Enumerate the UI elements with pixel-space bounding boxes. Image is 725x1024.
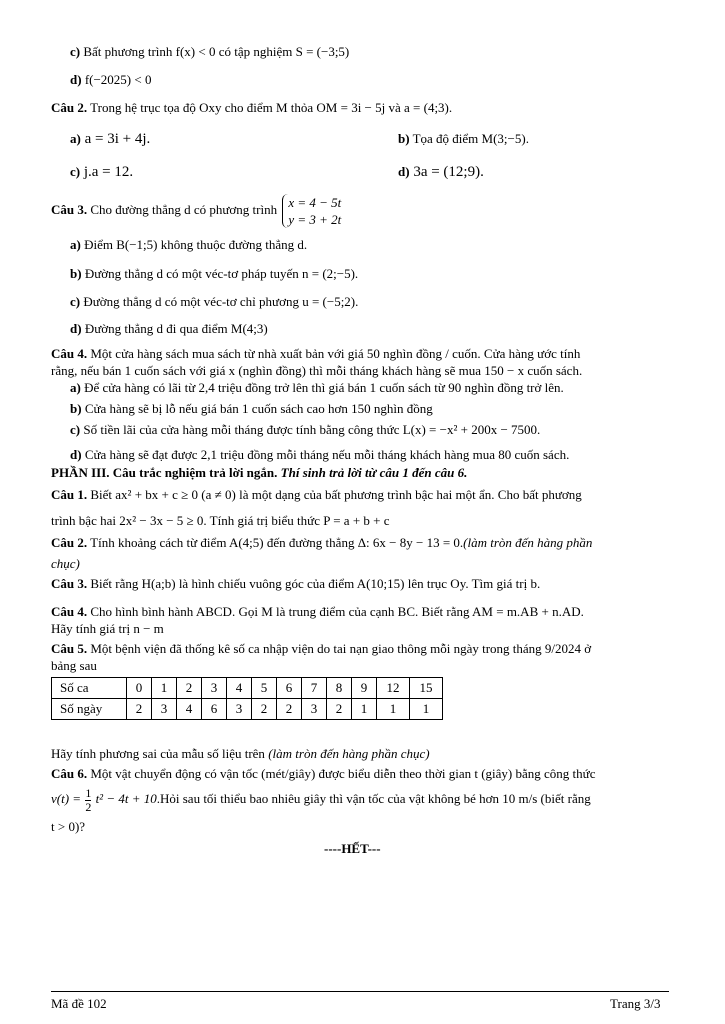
short-question-2-cont: chục) <box>51 556 80 571</box>
footer-divider <box>51 991 669 992</box>
frequency-table <box>51 677 443 720</box>
table-cell: Số ca <box>52 678 127 699</box>
short-question-5-ask: Hãy tính phương sai của mẫu số liệu trên (làm tròn đến hàng phần chục) <box>51 746 430 761</box>
table-cell: 1 <box>152 678 177 699</box>
part-3-heading: PHẦN III. Câu trắc nghiệm trả lời ngắn. Thí sinh trả lời từ câu 1 đến câu 6. <box>51 465 468 480</box>
q4-option-a: a) Để cửa hàng có lãi từ 2,4 triệu đồng trở lên thì giá bán 1 cuốn sách từ 90 nghìn đồng trở lên. <box>70 380 564 395</box>
short-question-6-formula: v(t) = $\frac{1}{2}$ t² − 4t + 10.Hỏi sau tối thiểu bao nhiêu giây thì vận tốc của vật không bé hơn 10 m/s (biết rằng <box>51 785 591 814</box>
page-number: Trang 3/3 <box>610 996 661 1011</box>
short-question-4-cont: Hãy tính giá trị n − m <box>51 621 164 636</box>
table-cell: 6 <box>277 678 302 699</box>
question-3: Câu 3. Cho đường thẳng d có phương trình x = 4 − 5t y = 3 + 2t <box>51 195 342 227</box>
short-question-4: Câu 4. Cho hình bình hành ABCD. Gọi M là trung điểm của cạnh BC. Biết rằng AM = m.AB + n.AD. <box>51 604 584 619</box>
q3-option-c: c) Đường thẳng d có một véc-tơ chỉ phương u = (−5;2). <box>70 294 359 309</box>
table-row <box>52 678 443 699</box>
table-cell: 2 <box>252 699 277 720</box>
question-2: Câu 2. Trong hệ trục tọa độ Oxy cho điểm M thỏa OM = 3i − 5j và a = (4;3). <box>51 100 453 115</box>
q4-option-d: d) Cửa hàng sẽ đạt được 2,1 triệu đồng mỗi tháng nếu mỗi tháng khách hàng mua 80 cuốn sách. <box>70 447 570 462</box>
table-cell: 0 <box>127 678 152 699</box>
exam-code: Mã đề 102 <box>51 996 107 1011</box>
short-question-3: Câu 3. Biết rằng H(a;b) là hình chiếu vuông góc của điểm A(10;15) lên trục Oy. Tìm giá trị b. <box>51 576 541 591</box>
short-question-6: Câu 6. Một vật chuyển động có vận tốc (mét/giây) được biểu diễn theo thời gian t (giây) bằng công thức <box>51 766 596 781</box>
table-cell: 1 <box>410 699 443 720</box>
table-cell: 7 <box>302 678 327 699</box>
table-cell: 2 <box>177 678 202 699</box>
question-4-cont: rằng, nếu bán 1 cuốn sách với giá x (nghìn đồng) thì mỗi tháng khách hàng sẽ mua 150 − x cuốn sách. <box>51 363 583 378</box>
q4-option-c: c) Số tiền lãi của cửa hàng mỗi tháng được tính bằng công thức L(x) = −x² + 200x − 7500. <box>70 422 541 437</box>
table-cell: 12 <box>377 678 410 699</box>
option-c: c) Bất phương trình f(x) < 0 có tập nghiệm S = (−3;5) <box>70 44 350 59</box>
equation-system: x = 4 − 5t y = 3 + 2t <box>282 194 341 228</box>
table-cell: 4 <box>227 678 252 699</box>
table-cell: 8 <box>327 678 352 699</box>
short-question-6-cont: t > 0)? <box>51 819 86 834</box>
table-cell: 3 <box>227 699 252 720</box>
table-cell: 2 <box>277 699 302 720</box>
short-question-1: Câu 1. Biết ax² + bx + c ≥ 0 (a ≠ 0) là một dạng của bất phương trình bậc hai một ẩn. Cho bất phương <box>51 487 582 502</box>
table-cell: 2 <box>327 699 352 720</box>
table-cell: 3 <box>202 678 227 699</box>
q2-option-b: b) Tọa độ điểm M(3;−5). <box>398 131 529 146</box>
table-cell: 15 <box>410 678 443 699</box>
q2-option-d: d) 3a = (12;9). <box>398 164 484 180</box>
q2-option-c: c) j.a = 12. <box>70 164 134 180</box>
table-cell: 9 <box>352 678 377 699</box>
q3-option-d: d) Đường thẳng d đi qua điểm M(4;3) <box>70 321 268 336</box>
table-cell: Số ngày <box>52 699 127 720</box>
table-row <box>52 699 443 720</box>
option-d: d) f(−2025) < 0 <box>70 72 152 87</box>
short-question-5: Câu 5. Một bệnh viện đã thống kê số ca nhập viện do tai nạn giao thông mỗi ngày trong tháng 9/2024 ở <box>51 641 592 656</box>
q4-option-b: b) Cửa hàng sẽ bị lỗ nếu giá bán 1 cuốn sách cao hơn 150 nghìn đồng <box>70 401 433 416</box>
table-cell: 1 <box>377 699 410 720</box>
table-cell: 2 <box>127 699 152 720</box>
q3-option-a: a) Điểm B(−1;5) không thuộc đường thẳng d. <box>70 237 308 252</box>
table-cell: 3 <box>302 699 327 720</box>
table-cell: 1 <box>352 699 377 720</box>
table-cell: 3 <box>152 699 177 720</box>
question-4: Câu 4. Một cửa hàng sách mua sách từ nhà xuất bản với giá 50 nghìn đồng / cuốn. Cửa hàng ước tính <box>51 346 581 361</box>
q3-option-b: b) Đường thẳng d có một véc-tơ pháp tuyến n = (2;−5). <box>70 266 359 281</box>
table-cell: 6 <box>202 699 227 720</box>
short-question-1-cont: trình bậc hai 2x² − 3x − 5 ≥ 0. Tính giá trị biểu thức P = a + b + c <box>51 513 390 528</box>
short-question-5-cont: bảng sau <box>51 658 97 673</box>
table-cell: 5 <box>252 678 277 699</box>
short-question-2: Câu 2. Tính khoảng cách từ điểm A(4;5) đến đường thẳng Δ: 6x − 8y − 13 = 0.(làm tròn đến hàng phần <box>51 535 593 550</box>
fraction-one-half: $\frac{1}{2}$ <box>85 785 92 814</box>
table-cell: 4 <box>177 699 202 720</box>
end-mark: ----HẾT--- <box>324 841 381 856</box>
q2-option-a: a) a = 3i + 4j. <box>70 131 151 147</box>
